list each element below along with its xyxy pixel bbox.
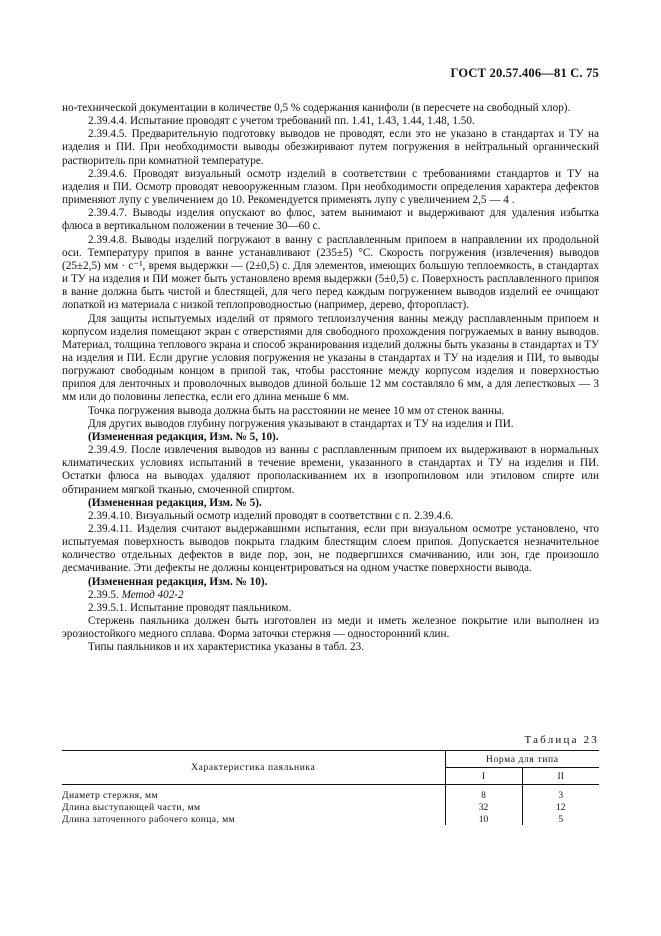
paragraph: 2.39.4.9. После извлечения выводов из ванны с расплавленным припоем их выдерживают в нормальных климатических условиях испытаний в течение времени, указанного в стандартах и ТУ на изделия и ПИ. Остатки флюса на выводах удаляют прополаскиванием их в изопропиловом или этиловом спирте или обтиранием мягкой тканью, смоченной спиртом.	[62, 444, 599, 496]
cell-value: 10	[445, 813, 522, 825]
paragraph: 2.39.5.1. Испытание проводят паяльником.	[88, 601, 292, 614]
cell-value: 12	[555, 801, 566, 813]
paragraph: Точка погружения вывода должна быть на расстоянии не менее 10 мм от стенок ванны.	[88, 404, 505, 417]
amendment-note: (Измененная редакция, Изм. № 10).	[88, 575, 268, 588]
paragraph: но-технической документации в количестве 0,5 % содержания канифоли (в пересчете на свободный хлор).	[62, 102, 571, 114]
body-text	[62, 102, 599, 655]
paragraph: Для других выводов глубину погружения указывают в стандартах и ТУ на изделия и ПИ.	[88, 417, 514, 430]
column-header-type-1: I	[445, 768, 522, 785]
table-caption: Таблица 23	[524, 734, 599, 746]
table-row	[62, 801, 599, 813]
cell-value: 3	[558, 789, 564, 801]
paragraph: Стержень паяльника должен быть изготовлен из меди и иметь железное покрытие или выполнен из эрозиостойкого медного сплава. Форма заточки стержня — односторонний клин.	[62, 615, 599, 641]
column-header-type-2: II	[522, 768, 599, 785]
paragraph: 2.39.4.7. Выводы изделия опускают во флюс, затем вынимают и выдерживают для удаления избытка флюса в вертикальном положении в течение 30—60 с.	[62, 207, 599, 233]
paragraph: 2.39.4.10. Визуальный осмотр изделий проводят в соответствии с п. 2.39.4.6.	[88, 509, 454, 522]
row-label: Длина выступающей части, мм	[62, 801, 445, 813]
table-row	[62, 813, 599, 825]
paragraph: Типы паяльников и их характеристика указаны в табл. 23.	[88, 641, 365, 654]
table-row	[62, 785, 599, 802]
paragraph: 2.39.4.5. Предварительную подготовку выводов не проводят, если это не указано в стандартах и ТУ на изделия и ПИ. При необходимости выводы обезжиривают путем погружения в нейтральный органический растворитель при комнатной температуре.	[62, 128, 599, 167]
amendment-note: (Измененная редакция, Изм. № 5, 10).	[88, 430, 279, 443]
paragraph: 2.39.4.6. Проводят визуальный осмотр изделий в соответствии с требованиями стандартов и ТУ на изделия и ПИ. Осмотр проводят невооруженным глазом. При необходимости определения характера дефектов применяют лупу с увеличением до 10. Рекомендуется применять лупу с увеличением 2,5 — 4 .	[62, 167, 599, 207]
paragraph: 2.39.4.4. Испытание проводят с учетом требований пп. 1.41, 1.43, 1.44, 1.48, 1.50.	[88, 115, 475, 128]
section-number: 2.39.5.	[88, 588, 119, 601]
page-header: ГОСТ 20.57.406—81 С. 75	[450, 66, 599, 80]
paragraph: 2.39.4.11. Изделия считают выдержавшими испытания, если при визуальном осмотре установлено, что испытуемая поверхность выводов покрыта гладким блестящим слоем припоя. Допускается незначительное количество отдельных дефектов в виде пор, зон, не подвергшихся смачиванию, или зон, где произошло десмачивание. Эти дефекты не должны концентрироваться на одном участке поверхности вывода.	[62, 523, 599, 575]
cell-value: 8	[445, 785, 522, 802]
cell-value: 5	[558, 813, 564, 825]
method-title: Метод 402-2	[121, 588, 184, 601]
column-header-characteristic: Характеристика паяльника	[62, 751, 445, 785]
row-label: Диаметр стержня, мм	[62, 785, 445, 802]
column-header-norm: Норма для типа	[445, 751, 599, 768]
amendment-note: (Измененная редакция, Изм. № 5).	[88, 496, 262, 509]
section-heading	[62, 589, 599, 602]
paragraph: 2.39.4.8. Выводы изделий погружают в ванну с расплавленным припоем в направлении их продольной оси. Температуру припоя в ванне устанавливают (235±5) °С. Скорость погружения (извлечения) выводов (25±2,5) мм · с⁻¹, время выдержки — (2±0,5) с. Для элементов, имеющих большую теплоемкость, в стандартах и ТУ на изделия и ПИ может быть установлено время выдержки (5±0,5) с. Поверхность расплавленного припоя в ванне должна быть чистой и блестящей, для чего перед каждым погружением выводов изделий ее очищают лопаткой из материала с низкой теплопроводностью (например, дерево, фторопласт).	[62, 233, 599, 312]
soldering-iron-table	[62, 750, 599, 825]
paragraph: Для защиты испытуемых изделий от прямого теплоизлучения ванны между расплавленным припоем и корпусом изделия помещают экран с отверстиями для свободного прохождения погружаемых в ванну выводов. Материал, толщина теплового экрана и способ экранирования изделий должны быть указаны в стандартах и ТУ на изделия и ПИ. Если другие условия погружения не указаны в стандартах и ТУ на изделия и ПИ, то выводы погружают свободным концом в припой так, чтобы расстояние между корпусом изделия и поверхностью припоя для ленточных и проволочных выводов длиной больше 12 мм составляло 6 мм, а для лепестковых — 3 мм или до половины лепестка, если его длина меньше 6 мм.	[62, 312, 599, 404]
row-label: Длина заточенного рабочего конца, мм	[62, 813, 445, 825]
cell-value: 32	[445, 801, 522, 813]
